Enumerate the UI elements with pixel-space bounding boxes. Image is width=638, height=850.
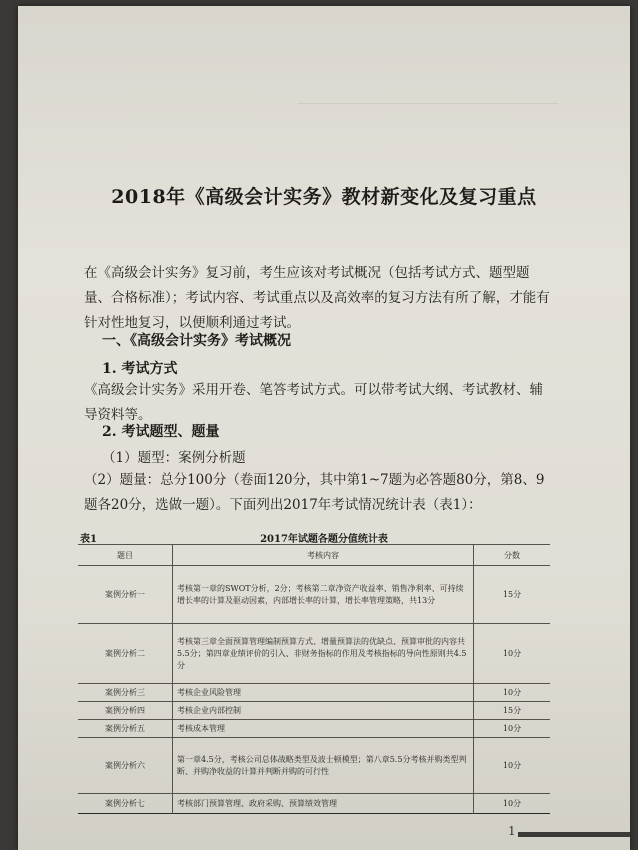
book-page (18, 6, 630, 850)
row-content: 考核企业内部控制 (173, 702, 474, 720)
table-row (78, 566, 550, 624)
score-table (78, 544, 550, 814)
row-score: 15分 (474, 702, 551, 720)
row-content: 考核企业风险管理 (173, 684, 474, 702)
row-content: 第一章4.5分，考核公司总体战略类型及波士顿模型；第八章5.5分考核并购类型判断、并购净收益的计算并判断并购的可行性 (173, 738, 474, 794)
page-title: 2018年《高级会计实务》教材新变化及复习重点 (111, 186, 537, 208)
table-row (78, 720, 550, 738)
header-score: 分数 (474, 545, 551, 566)
row-content: 考核成本管理 (173, 720, 474, 738)
row-content: 考核第一章的SWOT分析，2分；考核第二章净资产收益率、销售净利率、可持续增长率的计算及驱动因素，内部增长率的计算，增长率管理策略，共13分 (173, 566, 474, 624)
table-row (78, 684, 550, 702)
intro-paragraph: 在《高级会计实务》复习前，考生应该对考试概况（包括考试方式、题型题量、合格标准）；考试内容、考试重点以及高效率的复习方法有所了解，才能有针对性地复习，以便顺利通过考试。 (84, 265, 550, 331)
table-row (78, 738, 550, 794)
row-score: 10分 (474, 794, 551, 814)
table-header-row (78, 545, 550, 566)
page-number: 1 (508, 824, 516, 838)
table-title: 2017年试题各题分值统计表 (260, 534, 388, 545)
show-through-line (298, 103, 558, 104)
row-topic: 案例分析二 (78, 624, 173, 684)
table-row (78, 624, 550, 684)
section-heading: 一、《高级会计实务》考试概况 (102, 333, 291, 349)
list-item-type: （1）题型：案例分析题 (102, 450, 246, 466)
row-content: 考核第三章全面预算管理编制预算方式、增量预算法的优缺点、预算审批的内容共5.5分；第四章业绩评价的引入、非财务指标的作用及考核指标的导向性原则共4.5分 (173, 624, 474, 684)
header-content: 考核内容 (173, 545, 474, 566)
subheading-exam-method: 1. 考试方式 (102, 361, 178, 377)
row-topic: 案例分析七 (78, 794, 173, 814)
row-topic: 案例分析六 (78, 738, 173, 794)
table-label: 表1 (80, 534, 97, 545)
table-row (78, 794, 550, 814)
list-item-volume: （2）题量：总分100分（卷面120分，其中第1~7题为必答题80分，第8、9题各20分，选做一题）。下面列出2017年考试情况统计表（表1）： (84, 472, 545, 513)
row-topic: 案例分析三 (78, 684, 173, 702)
row-score: 10分 (474, 684, 551, 702)
page-number-bar (518, 832, 630, 837)
row-score: 10分 (474, 720, 551, 738)
row-content: 考核部门预算管理、政府采购、预算绩效管理 (173, 794, 474, 814)
subheading-question-types: 2. 考试题型、题量 (102, 424, 220, 440)
table-row (78, 702, 550, 720)
row-score: 15分 (474, 566, 551, 624)
header-topic: 题目 (78, 545, 173, 566)
row-topic: 案例分析五 (78, 720, 173, 738)
row-score: 10分 (474, 624, 551, 684)
row-topic: 案例分析一 (78, 566, 173, 624)
row-topic: 案例分析四 (78, 702, 173, 720)
row-score: 10分 (474, 738, 551, 794)
exam-method-paragraph: 《高级会计实务》采用开卷、笔答考试方式。可以带考试大纲、考试教材、辅导资料等。 (84, 382, 543, 423)
